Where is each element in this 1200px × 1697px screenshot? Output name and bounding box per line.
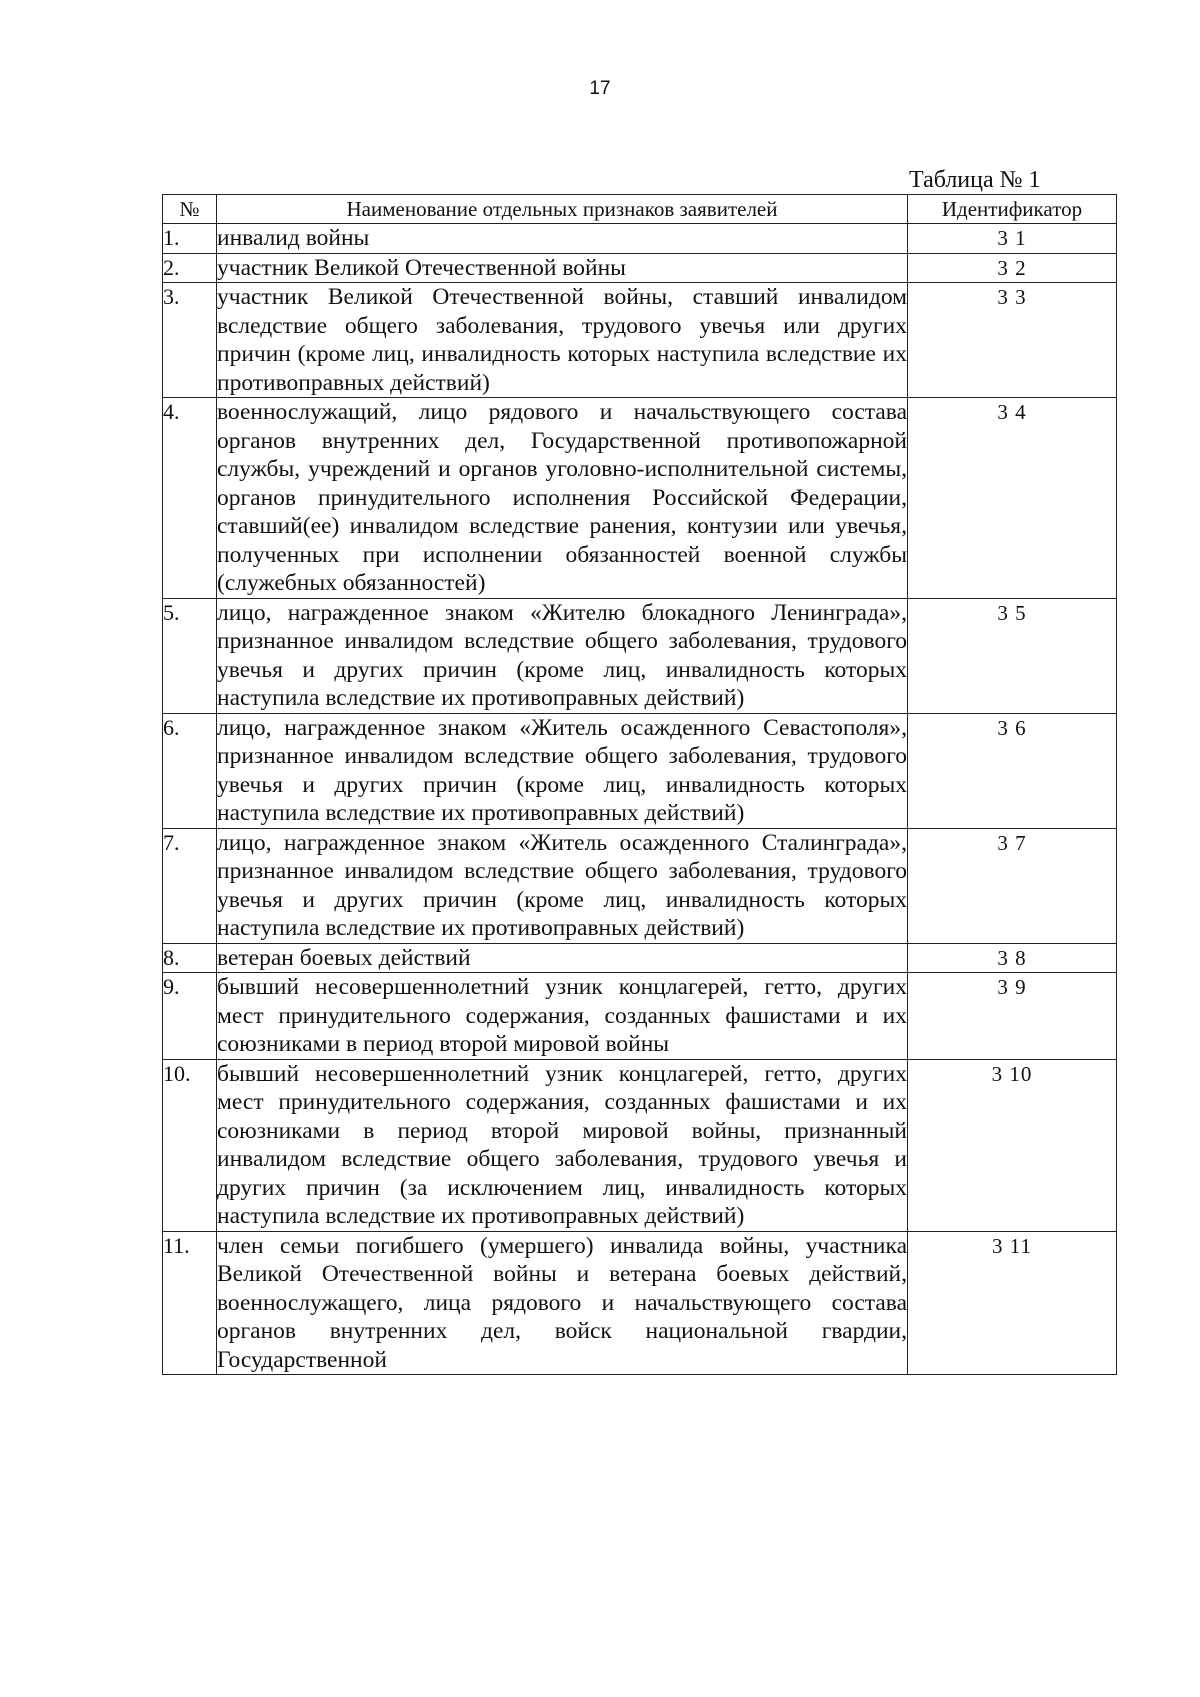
applicant-features-table: [162, 194, 1117, 1375]
row-feature-name: инвалид войны: [217, 224, 908, 254]
table-caption: Таблица № 1: [909, 167, 1041, 193]
row-identifier: 3 3: [908, 283, 1117, 398]
row-feature-name: член семьи погибшего (умершего) инвалида войны, участника Великой Отечественной войны и ветерана боевых действий, военнослужащего, лица рядового и начальствующего состава органов внутренних дел, войск национальной гвардии, Государственной: [217, 1232, 907, 1373]
table-row: [163, 253, 1117, 283]
row-feature-name: участник Великой Отечественной войны, ставший инвалидом вследствие общего заболевания, трудового увечья или других причин (кроме лиц, инвалидность которых наступила вследствие их противоправных действий): [217, 284, 907, 396]
row-number: 9.: [163, 973, 217, 1060]
row-number: 1.: [163, 224, 217, 254]
row-number: 2.: [163, 253, 217, 283]
row-number: 3.: [163, 283, 217, 398]
row-feature-name: лицо, награжденное знаком «Житель осажденного Севастополя», признанное инвалидом вследствие общего заболевания, трудового увечья и других причин (кроме лиц, инвалидность которых наступила вследствие их противоправных действий): [217, 714, 907, 826]
row-identifier: 3 2: [908, 253, 1117, 283]
row-feature-name: лицо, награжденное знаком «Житель осажденного Сталинграда», признанное инвалидом вследствие общего заболевания, трудового увечья и других причин (кроме лиц, инвалидность которых наступила вследствие их противоправных действий): [217, 829, 907, 941]
row-identifier: 3 5: [908, 598, 1117, 713]
row-number: 11.: [163, 1231, 217, 1375]
table-row: [163, 224, 1117, 254]
row-identifier: 3 10: [908, 1059, 1117, 1231]
row-number: 5.: [163, 598, 217, 713]
page-number: 17: [589, 78, 611, 99]
header-number: №: [163, 195, 217, 224]
table-row: [163, 598, 1117, 713]
row-feature-name: военнослужащий, лицо рядового и начальствующего состава органов внутренних дел, Государственной противопожарной службы, учреждений и органов уголовно-исполнительной системы, органов принудительного исполнения Российской Федерации, ставший(ее) инвалидом вследствие ранения, контузии или увечья, полученных при исполнении обязанностей военной службы (служебных обязанностей): [217, 399, 907, 596]
header-identifier: Идентификатор: [908, 195, 1117, 224]
row-number: 4.: [163, 398, 217, 599]
row-feature-name: лицо, награжденное знаком «Жителю блокадного Ленинграда», признанное инвалидом вследствие общего заболевания, трудового увечья и других причин (кроме лиц, инвалидность которых наступила вследствие их противоправных действий): [217, 599, 907, 711]
table-row: [163, 713, 1117, 828]
table-row: [163, 398, 1117, 599]
row-identifier: 3 1: [908, 224, 1117, 254]
row-feature-name: бывший несовершеннолетний узник концлагерей, гетто, других мест принудительного содержания, созданных фашистами и их союзниками в период второй мировой войны: [217, 974, 907, 1057]
row-number: 6.: [163, 713, 217, 828]
row-identifier: 3 4: [908, 398, 1117, 599]
row-feature-name: участник Великой Отечественной войны: [217, 253, 908, 283]
table-row: [163, 943, 1117, 973]
row-number: 8.: [163, 943, 217, 973]
table-row: [163, 283, 1117, 398]
row-number: 10.: [163, 1059, 217, 1231]
table-row: [163, 973, 1117, 1060]
row-identifier: 3 8: [908, 943, 1117, 973]
row-feature-name: бывший несовершеннолетний узник концлагерей, гетто, других мест принудительного содержания, созданных фашистами и их союзниками в период второй мировой войны, признанный инвалидом вследствие общего заболевания, трудового увечья и других причин (за исключением лиц, инвалидность которых наступила вследствие их противоправных действий): [217, 1060, 907, 1229]
row-identifier: 3 11: [908, 1231, 1117, 1375]
row-number: 7.: [163, 828, 217, 943]
table-row: [163, 828, 1117, 943]
row-identifier: 3 6: [908, 713, 1117, 828]
row-feature-name: ветеран боевых действий: [217, 943, 908, 973]
table-header-row: [163, 195, 1117, 224]
table-row: [163, 1059, 1117, 1231]
row-identifier: 3 7: [908, 828, 1117, 943]
row-identifier: 3 9: [908, 973, 1117, 1060]
header-feature-name: Наименование отдельных признаков заявителей: [217, 195, 908, 224]
table-row: [163, 1231, 1117, 1375]
